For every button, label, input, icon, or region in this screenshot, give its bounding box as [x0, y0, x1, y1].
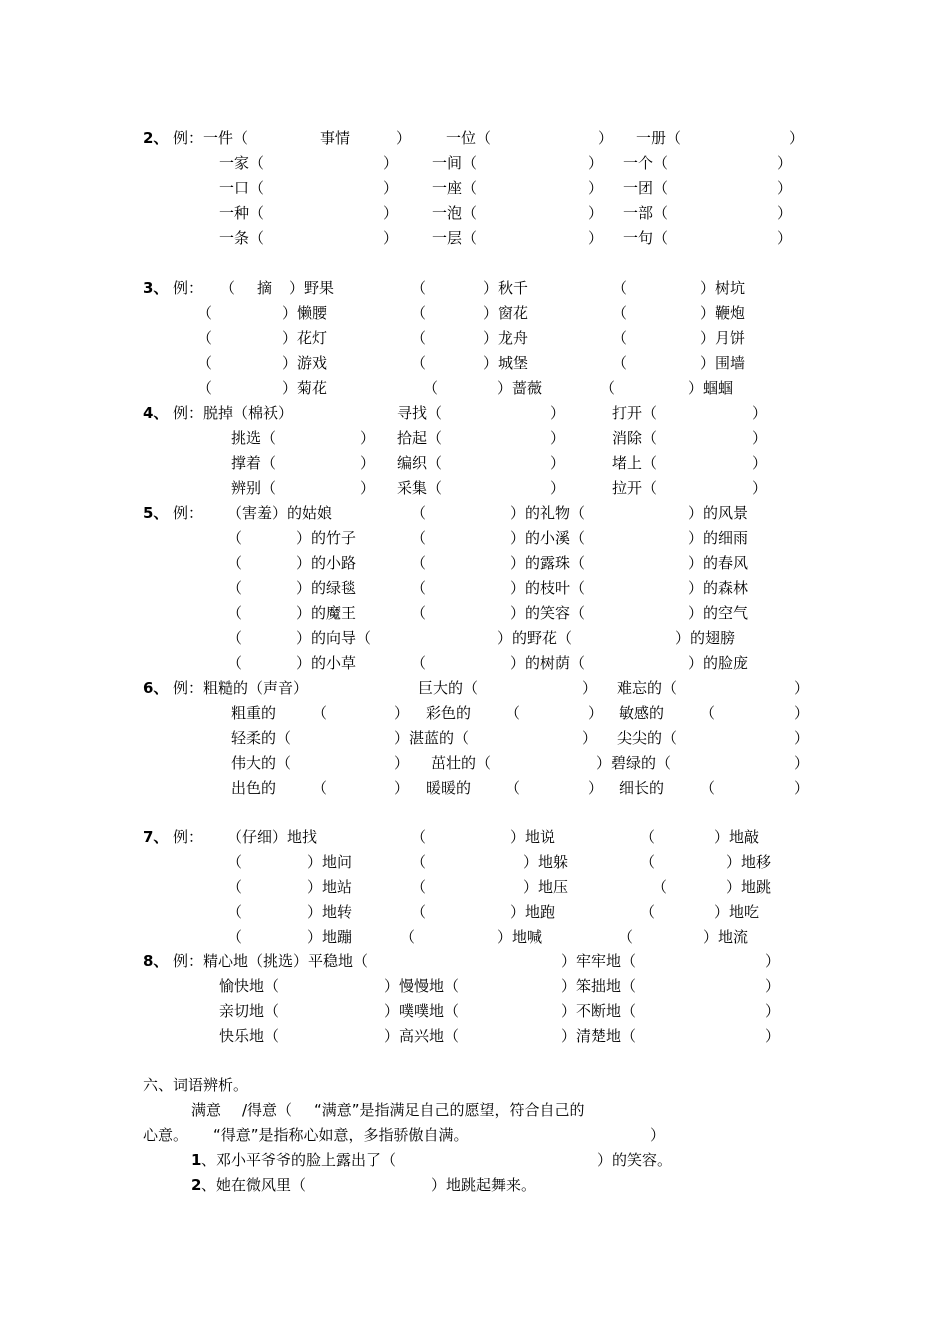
phrase-item: ）的翅膀	[675, 629, 736, 647]
verb-item: 采集（	[397, 479, 443, 497]
adjective-item: 茁壮的（	[431, 754, 492, 772]
example-text: （仔细）地找	[227, 828, 318, 846]
verb-item: 拉开（	[612, 479, 658, 497]
explanation-text: 心意。	[143, 1126, 189, 1144]
question-number: 7、	[143, 828, 169, 846]
blank-close: ）	[765, 1002, 781, 1020]
adjective-item: ）碧绿的（	[596, 754, 672, 772]
blank-open: （	[197, 379, 213, 397]
blank-open: （	[423, 379, 439, 397]
measure-word: 一种（	[219, 204, 265, 222]
blank-close: ）	[794, 679, 810, 697]
blank-close: ）	[752, 479, 768, 497]
adverb-item: ）牢牢地（	[561, 952, 637, 970]
blank-open: （	[411, 529, 427, 547]
blank-open: （	[197, 329, 213, 347]
blank-close: ）	[752, 429, 768, 447]
phrase-item: ）的野花（	[497, 629, 573, 647]
noun-item: ）懒腰	[282, 304, 328, 322]
sentence-item: ）的笑容。	[597, 1151, 673, 1169]
measure-word: 一泡（	[432, 204, 478, 222]
noun-item: ）花灯	[282, 329, 328, 347]
blank-open: （	[227, 629, 243, 647]
adverb-item: ）地敲	[714, 828, 760, 846]
adjective-item: 粗重的	[231, 704, 277, 722]
blank-open: （	[227, 604, 243, 622]
blank-close: ）	[588, 779, 604, 797]
phrase-item: ）的魔王	[296, 604, 357, 622]
adverb-item: ）地吃	[714, 903, 760, 921]
adjective-item: 轻柔的（	[231, 729, 292, 747]
blank-close: ）	[777, 154, 793, 172]
blank-close: ）	[383, 204, 399, 222]
verb-item: 堵上（	[612, 454, 658, 472]
example-text: （害羞）的姑娘	[227, 504, 333, 522]
section-title: 六、词语辨析。	[143, 1076, 249, 1094]
blank-open: （	[227, 654, 243, 672]
blank-open: （	[411, 828, 427, 846]
blank-close: ）	[550, 404, 566, 422]
blank-close: ）	[794, 729, 810, 747]
blank-close: ）	[383, 229, 399, 247]
adverb-item: ）地压	[523, 878, 569, 896]
adjective-item: 巨大的（	[418, 679, 479, 697]
sentence-item: ）地跳起舞来。	[431, 1176, 537, 1194]
blank-close: ）	[777, 179, 793, 197]
blank-close: ）	[794, 754, 810, 772]
blank-close: ）	[396, 129, 412, 147]
explanation-text: “满意”是指满足自己的愿望，符合自己的	[314, 1101, 585, 1119]
question-number: 6、	[143, 679, 169, 697]
adverb-item: 愉快地（	[219, 977, 280, 995]
phrase-item: ）的森林	[688, 579, 749, 597]
sentence-item: 、她在微风里（	[201, 1176, 307, 1194]
phrase-item: ）的枝叶（	[510, 579, 586, 597]
blank-open: （	[612, 279, 628, 297]
phrase-item: ）的绿毯	[296, 579, 357, 597]
blank-open: （	[612, 304, 628, 322]
adverb-item: 亲切地（	[219, 1002, 280, 1020]
blank-open: （	[400, 928, 416, 946]
blank-close: ）	[765, 952, 781, 970]
phrase-item: ）的风景	[688, 504, 749, 522]
phrase-item: ）的树荫（	[510, 654, 586, 672]
phrase-item: ）的竹子	[296, 529, 357, 547]
blank-close: ）	[650, 1126, 666, 1144]
blank-open: （	[227, 903, 243, 921]
blank-open: （	[411, 279, 427, 297]
phrase-item: ）的小溪（	[510, 529, 586, 547]
blank-close: ）	[550, 454, 566, 472]
measure-word: 一层（	[432, 229, 478, 247]
blank-open: （	[411, 304, 427, 322]
blank-open: （	[220, 279, 236, 297]
phrase-item: ）的笑容（	[510, 604, 586, 622]
measure-word: 一部（	[623, 204, 669, 222]
sentence-item: 、邓小平爷爷的脸上露出了（	[201, 1151, 397, 1169]
verb-item: 辨别（	[231, 479, 277, 497]
noun-item: ）树坑	[700, 279, 746, 297]
blank-open: （	[411, 579, 427, 597]
noun-item: ）蔷薇	[497, 379, 543, 397]
phrase-item: ）的向导（	[296, 629, 372, 647]
question-number: 5、	[143, 504, 169, 522]
adjective-item: 暖暖的	[426, 779, 472, 797]
blank-open: （	[411, 329, 427, 347]
noun-item: ）野果	[289, 279, 335, 297]
adverb-item: ）地跳	[726, 878, 772, 896]
noun-item: ）蝈蝈	[688, 379, 734, 397]
blank-open: （	[612, 329, 628, 347]
blank-open: （	[505, 704, 521, 722]
blank-close: ）	[588, 179, 604, 197]
blank-open: （	[640, 828, 656, 846]
noun-item: ）窗花	[483, 304, 529, 322]
measure-word: 一个（	[623, 154, 669, 172]
blank-close: ）	[582, 679, 598, 697]
blank-open: （	[197, 304, 213, 322]
explanation-text: “得意”是指称心如意，多指骄傲自满。	[213, 1126, 469, 1144]
blank-close: ）	[394, 754, 410, 772]
blank-close: ）	[752, 404, 768, 422]
measure-word: 一句（	[623, 229, 669, 247]
phrase-item: ）的露珠（	[510, 554, 586, 572]
example-label: 例：	[173, 828, 204, 846]
adjective-item: 伟大的（	[231, 754, 292, 772]
blank-open: （	[312, 704, 328, 722]
blank-open: （	[600, 379, 616, 397]
blank-close: ）	[360, 429, 376, 447]
word-pair-second: /得意（	[242, 1101, 293, 1119]
adjective-item: ）湛蓝的（	[394, 729, 470, 747]
blank-open: （	[618, 928, 634, 946]
adverb-item: ）笨拙地（	[561, 977, 637, 995]
measure-word: 一座（	[432, 179, 478, 197]
example-text: 例：精心地（挑选）平稳地（	[173, 952, 369, 970]
blank-close: ）	[765, 977, 781, 995]
adjective-item: 敏感的	[619, 704, 665, 722]
noun-item: ）游戏	[282, 354, 328, 372]
blank-open: （	[197, 354, 213, 372]
noun-item: ）围墙	[700, 354, 746, 372]
blank-close: ）	[588, 154, 604, 172]
blank-open: （	[411, 604, 427, 622]
blank-open: （	[411, 654, 427, 672]
adjective-item: 出色的	[231, 779, 277, 797]
blank-close: ）	[383, 179, 399, 197]
blank-close: ）	[794, 704, 810, 722]
blank-open: （	[227, 529, 243, 547]
example-text: 例：脱掉（棉袄）	[173, 404, 294, 422]
blank-close: ）	[789, 129, 805, 147]
adverb-item: ）地躲	[523, 853, 569, 871]
measure-word: 一册（	[636, 129, 682, 147]
adverb-item: ）地问	[307, 853, 353, 871]
adverb-item: ）地蹦	[307, 928, 353, 946]
blank-close: ）	[394, 779, 410, 797]
adverb-item: ）地喊	[497, 928, 543, 946]
noun-item: ）秋千	[483, 279, 529, 297]
verb-item: 消除（	[612, 429, 658, 447]
measure-word: 一家（	[219, 154, 265, 172]
blank-close: ）	[360, 454, 376, 472]
adjective-item: 细长的	[619, 779, 665, 797]
measure-word: 一团（	[623, 179, 669, 197]
measure-word: 一条（	[219, 229, 265, 247]
verb-item: 撑着（	[231, 454, 277, 472]
blank-open: （	[411, 903, 427, 921]
blank-close: ）	[383, 154, 399, 172]
blank-open: （	[652, 878, 668, 896]
adverb-item: ）噗噗地（	[384, 1002, 460, 1020]
question-number: 4、	[143, 404, 169, 422]
phrase-item: ）的脸庞	[688, 654, 749, 672]
blank-open: （	[411, 878, 427, 896]
blank-open: （	[227, 554, 243, 572]
blank-open: （	[227, 928, 243, 946]
word-pair-first: 满意	[191, 1101, 222, 1119]
blank-close: ）	[777, 229, 793, 247]
adjective-item: 尖尖的（	[617, 729, 678, 747]
noun-item: ）菊花	[282, 379, 328, 397]
blank-open: （	[612, 354, 628, 372]
adverb-item: 快乐地（	[219, 1027, 280, 1045]
blank-open: （	[227, 878, 243, 896]
verb-item: 打开（	[612, 404, 658, 422]
item-number: 1	[191, 1151, 202, 1169]
phrase-item: ）的小路	[296, 554, 357, 572]
question-number: 2、	[143, 129, 169, 147]
adverb-item: ）地流	[703, 928, 749, 946]
adverb-item: ）地说	[510, 828, 556, 846]
blank-close: ）	[765, 1027, 781, 1045]
measure-word: 一间（	[432, 154, 478, 172]
blank-close: ）	[360, 479, 376, 497]
adverb-item: ）地跑	[510, 903, 556, 921]
blank-open: （	[640, 903, 656, 921]
item-number: 2	[191, 1176, 202, 1194]
blank-close: ）	[588, 229, 604, 247]
measure-word: 一口（	[219, 179, 265, 197]
noun-item: ）城堡	[483, 354, 529, 372]
verb-item: 拾起（	[397, 429, 443, 447]
phrase-item: ）的春风	[688, 554, 749, 572]
adverb-item: ）地移	[726, 853, 772, 871]
blank-open: （	[640, 853, 656, 871]
blank-close: ）	[588, 704, 604, 722]
blank-open: （	[227, 853, 243, 871]
blank-open: （	[411, 504, 427, 522]
question-number: 3、	[143, 279, 169, 297]
phrase-item: ）的空气	[688, 604, 749, 622]
blank-close: ）	[752, 454, 768, 472]
example-label: 例：	[173, 279, 204, 297]
blank-close: ）	[582, 729, 598, 747]
measure-word: 一位（	[446, 129, 492, 147]
blank-close: ）	[394, 704, 410, 722]
verb-item: 寻找（	[397, 404, 443, 422]
blank-open: （	[227, 579, 243, 597]
blank-close: ）	[794, 779, 810, 797]
example-answer: 事情	[320, 129, 351, 147]
blank-open: （	[411, 554, 427, 572]
phrase-item: ）的礼物（	[510, 504, 586, 522]
example-label: 例：	[173, 504, 204, 522]
adverb-item: ）高兴地（	[384, 1027, 460, 1045]
blank-open: （	[505, 779, 521, 797]
blank-close: ）	[550, 429, 566, 447]
example-answer: 摘	[257, 279, 273, 297]
phrase-item: ）的小草	[296, 654, 357, 672]
example-text: 例：一件（	[173, 129, 249, 147]
example-text: 例：粗糙的（声音）	[173, 679, 309, 697]
blank-close: ）	[550, 479, 566, 497]
blank-open: （	[411, 354, 427, 372]
question-number: 8、	[143, 952, 169, 970]
blank-open: （	[700, 704, 716, 722]
phrase-item: ）的细雨	[688, 529, 749, 547]
blank-open: （	[700, 779, 716, 797]
verb-item: 编织（	[397, 454, 443, 472]
blank-open: （	[411, 853, 427, 871]
blank-close: ）	[588, 204, 604, 222]
adverb-item: ）慢慢地（	[384, 977, 460, 995]
noun-item: ）月饼	[700, 329, 746, 347]
verb-item: 挑选（	[231, 429, 277, 447]
adjective-item: 难忘的（	[617, 679, 678, 697]
adjective-item: 彩色的	[426, 704, 472, 722]
adverb-item: ）不断地（	[561, 1002, 637, 1020]
blank-close: ）	[777, 204, 793, 222]
noun-item: ）鞭炮	[700, 304, 746, 322]
blank-open: （	[312, 779, 328, 797]
adverb-item: ）地站	[307, 878, 353, 896]
adverb-item: ）清楚地（	[561, 1027, 637, 1045]
blank-close: ）	[598, 129, 614, 147]
adverb-item: ）地转	[307, 903, 353, 921]
noun-item: ）龙舟	[483, 329, 529, 347]
